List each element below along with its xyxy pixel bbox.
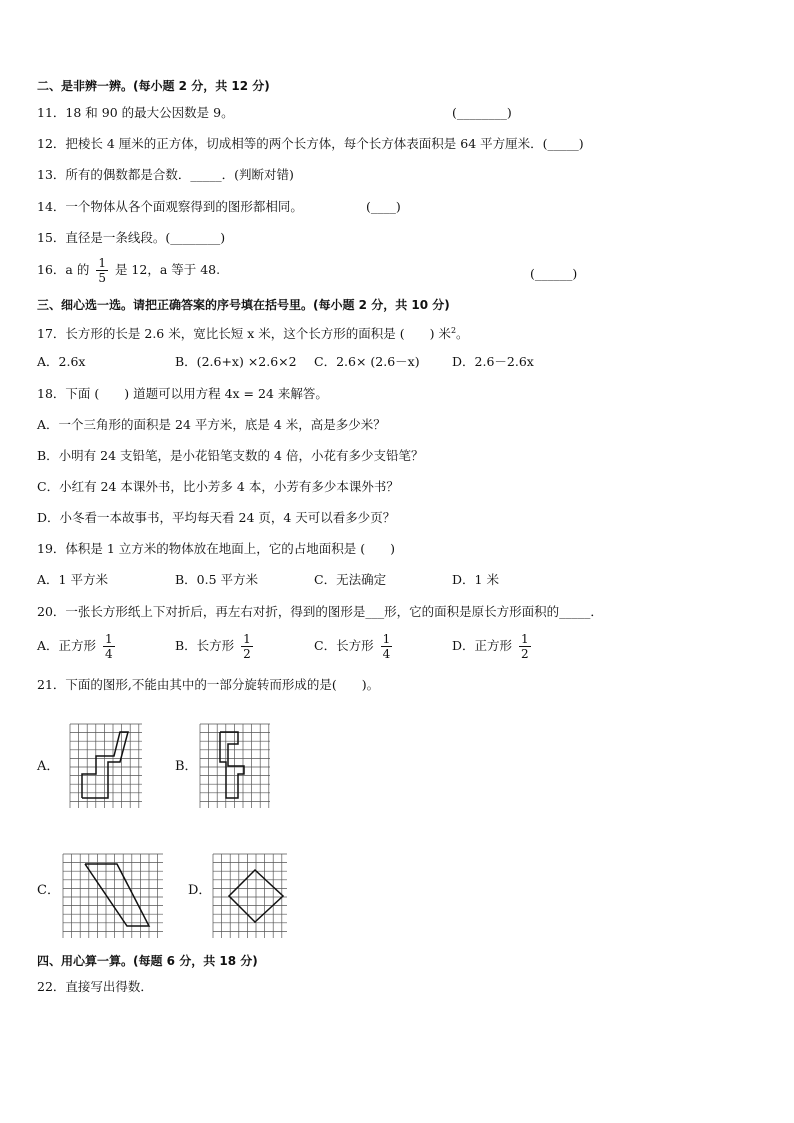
fraction-numerator: 1	[98, 256, 106, 270]
q20-option-c[interactable]	[314, 632, 395, 661]
grid-lines	[70, 724, 142, 808]
section-4-header: 四、用心算一算。(每题 6 分，共 18 分)	[37, 954, 258, 968]
q20-option-c-fraction-num: 1	[382, 632, 391, 646]
q20-option-b-fraction-den: 2	[243, 647, 251, 661]
question-11: 11．18 和 90 的最大公因数是 9。	[37, 105, 234, 120]
q20-option-d[interactable]	[452, 632, 534, 661]
q21-option-b-label[interactable]: B．	[175, 759, 198, 774]
q21-figure-d-grid[interactable]	[211, 852, 289, 940]
q17-option-a[interactable]: A．2.6x	[37, 354, 86, 369]
q19-option-b[interactable]: B．0.5 平方米	[175, 572, 259, 587]
fraction-one-fifth	[96, 256, 108, 285]
question-17-text: 17．长方形的长是 2.6 米，宽比长短 x 米，这个长方形的面积是 ( ) 米	[37, 326, 451, 342]
question-19: 19．体积是 1 立方米的物体放在地面上，它的占地面积是 ( )	[37, 541, 396, 556]
question-13: 13．所有的偶数都是合数．_____．(判断对错)	[37, 167, 294, 182]
q21-figure-c-grid[interactable]	[61, 852, 165, 940]
question-16-pre: 16．a 的	[37, 262, 90, 277]
q17-option-d[interactable]: D．2.6－2.6x	[452, 354, 534, 369]
q20-option-d-fraction	[519, 632, 531, 661]
q21-figure-b-grid[interactable]	[198, 722, 272, 810]
q21-option-d-label[interactable]: D．	[188, 883, 212, 898]
question-18: 18．下面 ( ) 道题可以用方程 4x = 24 来解答。	[37, 386, 328, 401]
section-2-header: 二、是非辨一辨。(每小题 2 分，共 12 分)	[37, 79, 270, 93]
q20-option-c-fraction-den: 4	[382, 647, 391, 661]
q19-option-d[interactable]: D．1 米	[452, 572, 499, 587]
q20-option-a-fraction-den: 4	[105, 647, 113, 661]
q20-option-c-fraction	[381, 632, 393, 661]
q20-option-b-fraction-num: 1	[243, 632, 251, 646]
fraction-denominator: 5	[98, 271, 106, 285]
question-14: 14．一个物体从各个面观察得到的图形都相同。	[37, 199, 303, 214]
answer-blank-14[interactable]: (____)	[366, 199, 401, 214]
question-20: 20．一张长方形纸上下对折后，再左右对折，得到的图形是___形，它的面积是原长方形面积的_____．	[37, 604, 603, 619]
q20-option-a[interactable]	[37, 632, 118, 661]
rotation-shape-c	[85, 864, 149, 926]
q18-option-c[interactable]: C．小红有 24 本课外书，比小芳多 4 本，小芳有多少本课外书？	[37, 479, 399, 494]
question-17-end: 。	[456, 326, 469, 342]
q20-option-a-fraction-num: 1	[105, 632, 113, 646]
superscript-2: 2	[450, 326, 457, 335]
rotation-shape-a	[82, 732, 128, 798]
q20-option-a-label: A．正方形	[37, 638, 97, 653]
question-16-post: 是 12，a 等于 48.	[114, 262, 221, 277]
q20-option-a-fraction	[103, 632, 115, 661]
q21-option-a-label[interactable]: A．	[37, 759, 60, 774]
question-16	[37, 256, 220, 285]
q21-option-c-label[interactable]: C．	[37, 883, 60, 898]
q20-option-d-fraction-num: 1	[521, 632, 529, 646]
question-21: 21．下面的图形,不能由其中的一部分旋转而形成的是( )。	[37, 677, 380, 692]
q20-option-b-fraction	[241, 632, 253, 661]
section-3-header: 三、细心选一选。请把正确答案的序号填在括号里。(每小题 2 分，共 10 分)	[37, 298, 450, 312]
q20-option-c-label: C．长方形	[314, 638, 374, 653]
q19-option-c[interactable]: C．无法确定	[314, 572, 387, 587]
q17-option-b[interactable]: B．(2.6+x) ×2.6×2	[175, 354, 297, 369]
q18-option-d[interactable]: D．小冬看一本故事书，平均每天看 24 页，4 天可以看多少页？	[37, 510, 396, 525]
answer-blank-16[interactable]: (______)	[530, 266, 578, 281]
question-17	[37, 323, 469, 342]
q20-option-b[interactable]	[175, 632, 256, 661]
q19-option-a[interactable]: A．1 平方米	[37, 572, 108, 587]
q21-figure-a-grid[interactable]	[68, 722, 144, 810]
q20-option-d-label: D．正方形	[452, 638, 513, 653]
question-22: 22．直接写出得数．	[37, 979, 153, 994]
question-15: 15．直径是一条线段。(________)	[37, 230, 226, 245]
q20-option-d-fraction-den: 2	[521, 647, 529, 661]
q18-option-a[interactable]: A．一个三角形的面积是 24 平方米，底是 4 米，高是多少米？	[37, 417, 386, 432]
grid-lines	[213, 854, 287, 938]
question-12: 12．把棱长 4 厘米的正方体，切成相等的两个长方体，每个长方体表面积是 64 平方厘米．(_____)	[37, 136, 584, 151]
q18-option-b[interactable]: B．小明有 24 支铅笔，是小花铅笔支数的 4 倍，小花有多少支铅笔？	[37, 448, 424, 463]
q17-option-c[interactable]: C．2.6× (2.6－x)	[314, 354, 420, 369]
rotation-shape-b	[220, 732, 244, 798]
q20-option-b-label: B．长方形	[175, 638, 235, 653]
answer-blank-11[interactable]: (________)	[452, 105, 512, 120]
